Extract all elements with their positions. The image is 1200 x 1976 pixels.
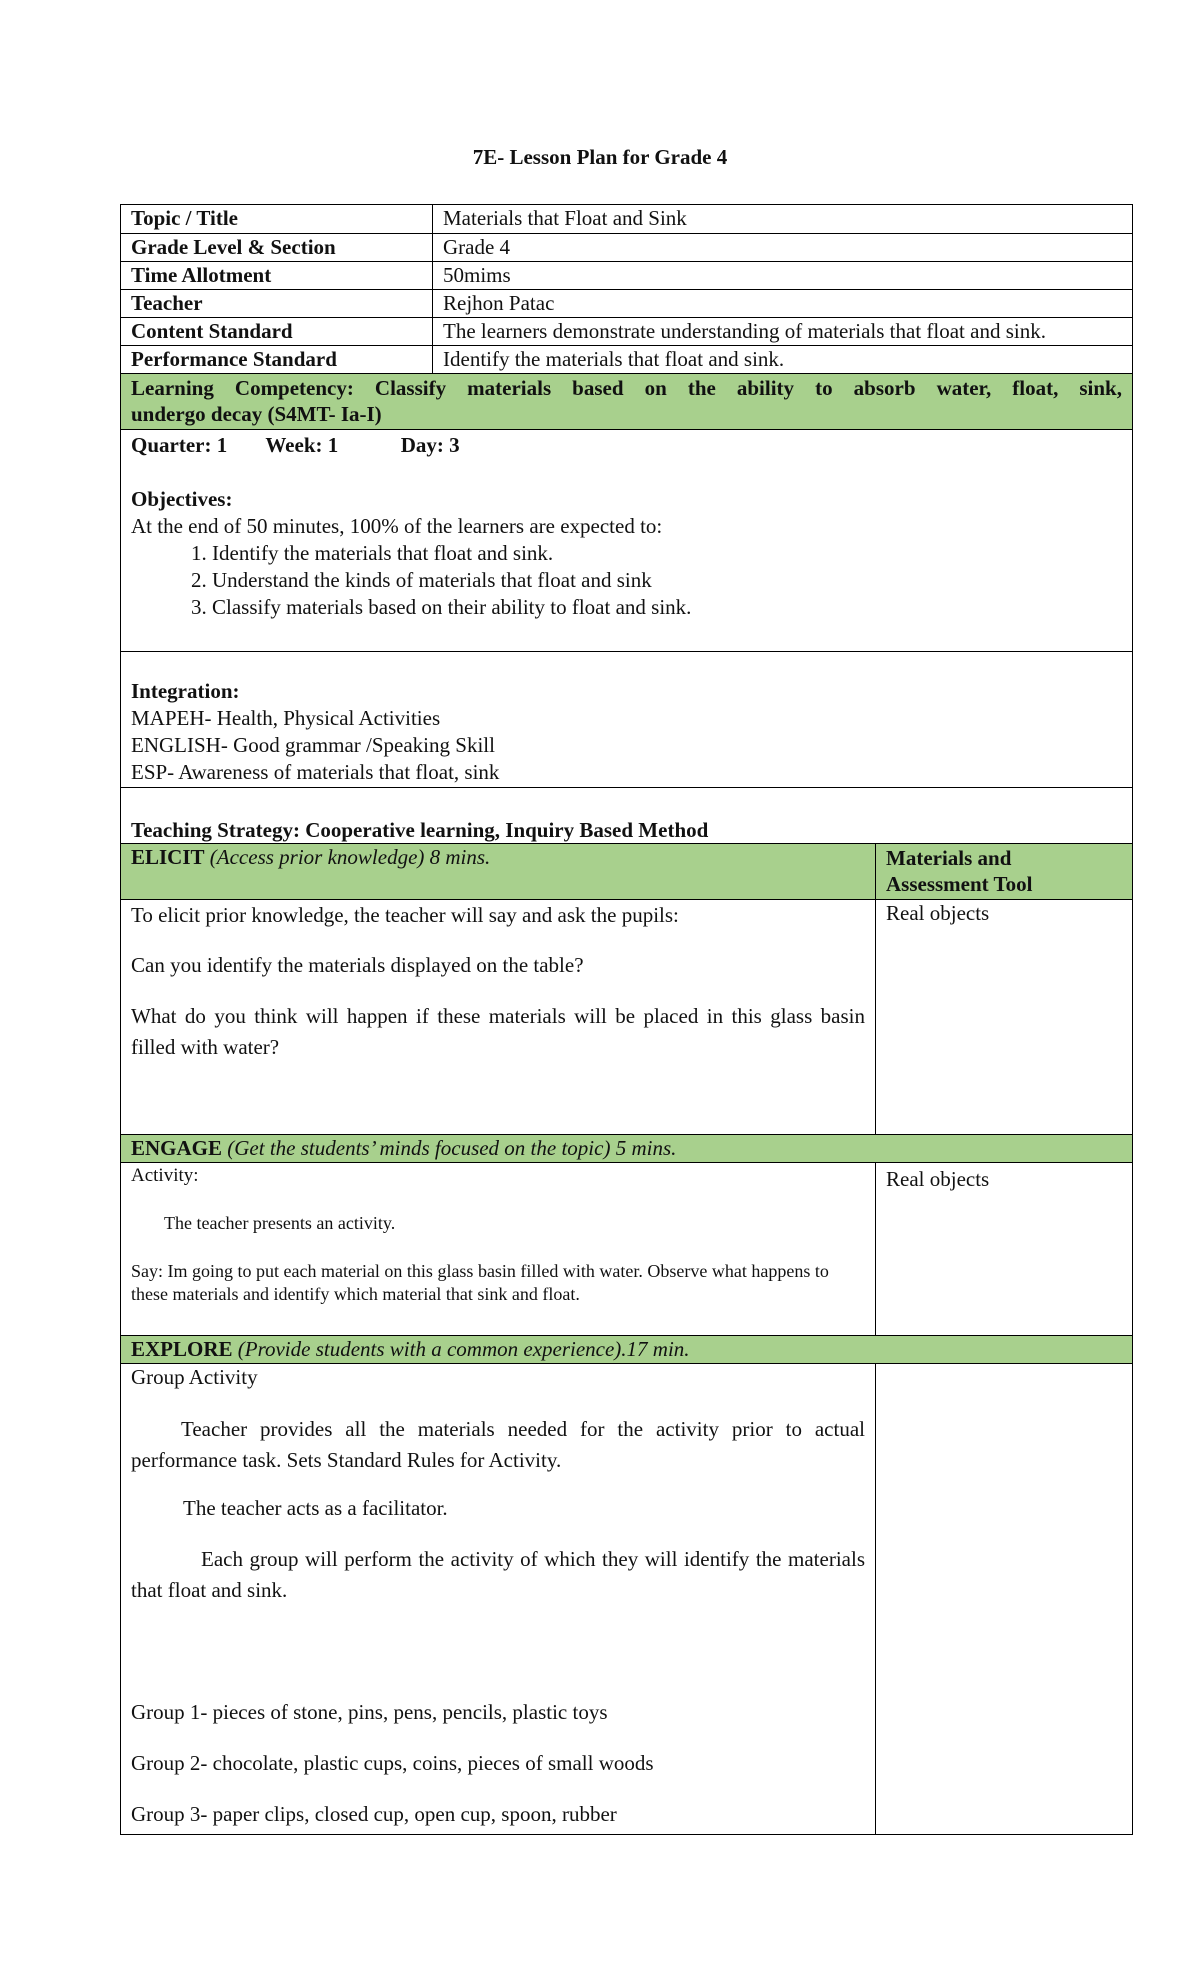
engage-paragraph: The teacher presents an activity. (164, 1213, 396, 1233)
engage-materials: Real objects (886, 1167, 990, 1191)
lesson-plan-table (120, 204, 1133, 1835)
info-row-content-standard (121, 317, 1132, 345)
phase-desc: (Access prior knowledge) 8 mins. (209, 845, 491, 869)
teaching-strategy: Teaching Strategy: Cooperative learning, Inquiry Based Method (131, 818, 709, 842)
explore-materials (876, 1364, 1132, 1834)
quarter-value: 1 (216, 433, 228, 457)
competency-row (121, 373, 1132, 429)
elicit-paragraph: To elicit prior knowledge, the teacher will say and ask the pupils: (131, 903, 679, 927)
info-label: Grade Level & Section (121, 234, 433, 261)
info-row-teacher (121, 289, 1132, 317)
integration-item: ESP- Awareness of materials that float, sink (131, 760, 500, 784)
objectives-intro: At the end of 50 minutes, 100% of the learners are expected to: (131, 514, 663, 538)
week-value: 1 (327, 433, 339, 457)
elicit-body-row (121, 899, 1132, 1134)
info-value: The learners demonstrate understanding of materials that float and sink. (443, 319, 1046, 343)
objective-item: 2. Understand the kinds of materials that float and sink (191, 568, 652, 592)
week-label: Week: (265, 433, 323, 457)
info-label: Teacher (121, 290, 433, 317)
phase-name: EXPLORE (131, 1337, 233, 1361)
info-label: Topic / Title (121, 205, 433, 233)
competency-line-1: Learning Competency: Classify materials based on the ability to absorb water, float, sink, (131, 376, 1122, 400)
engage-paragraph: Say: Im going to put each material on this glass basin filled with water. Observe what happens to these materials and identify which material that sink and float. (131, 1261, 829, 1304)
phase-name: ENGAGE (131, 1136, 223, 1160)
integration-row (121, 651, 1132, 787)
phase-desc: (Get the students’ minds focused on the topic) 5 mins. (227, 1136, 677, 1160)
info-label: Performance Standard (121, 346, 433, 373)
info-value: 50mims (443, 263, 511, 287)
day-value: 3 (449, 433, 460, 457)
materials-header (876, 844, 1132, 899)
explore-paragraph: The teacher acts as a facilitator. (183, 1496, 448, 1520)
schedule-line (131, 432, 460, 458)
elicit-content (121, 900, 876, 1134)
materials-header-line: Materials and (886, 846, 1012, 870)
materials-header-line: Assessment Tool (886, 872, 1033, 896)
engage-header (121, 1135, 1132, 1162)
engage-activity-label: Activity: (131, 1165, 199, 1186)
document-title: 7E- Lesson Plan for Grade 4 (472, 145, 728, 169)
phase-name: ELICIT (131, 845, 205, 869)
quarter-label: Quarter: (131, 433, 212, 457)
engage-body-row (121, 1162, 1132, 1335)
objectives-heading: Objectives: (131, 487, 233, 511)
competency-text (121, 374, 1132, 429)
integration-heading: Integration: (131, 679, 240, 703)
engage-content (121, 1163, 876, 1335)
info-value: Identify the materials that float and sink. (443, 347, 785, 371)
elicit-materials: Real objects (886, 901, 990, 925)
info-row-time (121, 261, 1132, 289)
explore-header-row (121, 1335, 1132, 1363)
info-value: Rejhon Patac (443, 291, 555, 315)
integration-item: MAPEH- Health, Physical Activities (131, 706, 441, 730)
explore-body-row (121, 1363, 1132, 1834)
explore-content (121, 1364, 876, 1834)
explore-group-label: Group Activity (131, 1365, 258, 1389)
explore-group-item: Group 2- chocolate, plastic cups, coins, pieces of small woods (131, 1751, 654, 1775)
elicit-paragraph: What do you think will happen if these materials will be placed in this glass basin filled with water? (131, 1004, 865, 1059)
explore-header (121, 1336, 1132, 1363)
competency-line-2: undergo decay (S4MT- Ia-I) (131, 402, 382, 426)
objectives-row (121, 429, 1132, 651)
elicit-paragraph: Can you identify the materials displayed on the table? (131, 953, 584, 977)
phase-desc: (Provide students with a common experience).17 min. (237, 1337, 690, 1361)
info-label: Content Standard (121, 318, 433, 345)
objective-item: 1. Identify the materials that float and sink. (191, 541, 554, 565)
explore-group-item: Group 3- paper clips, closed cup, open cup, spoon, rubber (131, 1802, 617, 1826)
info-label: Time Allotment (121, 262, 433, 289)
integration-item: ENGLISH- Good grammar /Speaking Skill (131, 733, 495, 757)
info-row-grade (121, 233, 1132, 261)
info-row-performance-standard (121, 345, 1132, 373)
elicit-header-row (121, 843, 1132, 899)
explore-paragraph: Teacher provides all the materials needed for the activity prior to actual performance task. Sets Standard Rules for Activity. (131, 1417, 865, 1472)
strategy-row (121, 787, 1132, 843)
day-label: Day: (400, 433, 444, 457)
explore-paragraph: Each group will perform the activity of which they will identify the materials that float and sink. (131, 1547, 865, 1602)
objective-item: 3. Classify materials based on their ability to float and sink. (191, 595, 692, 619)
info-value: Materials that Float and Sink (443, 206, 687, 230)
explore-group-item: Group 1- pieces of stone, pins, pens, pencils, plastic toys (131, 1700, 608, 1724)
info-value: Grade 4 (443, 235, 511, 259)
info-row-topic (121, 205, 1132, 233)
engage-header-row (121, 1134, 1132, 1162)
elicit-header (121, 844, 876, 899)
